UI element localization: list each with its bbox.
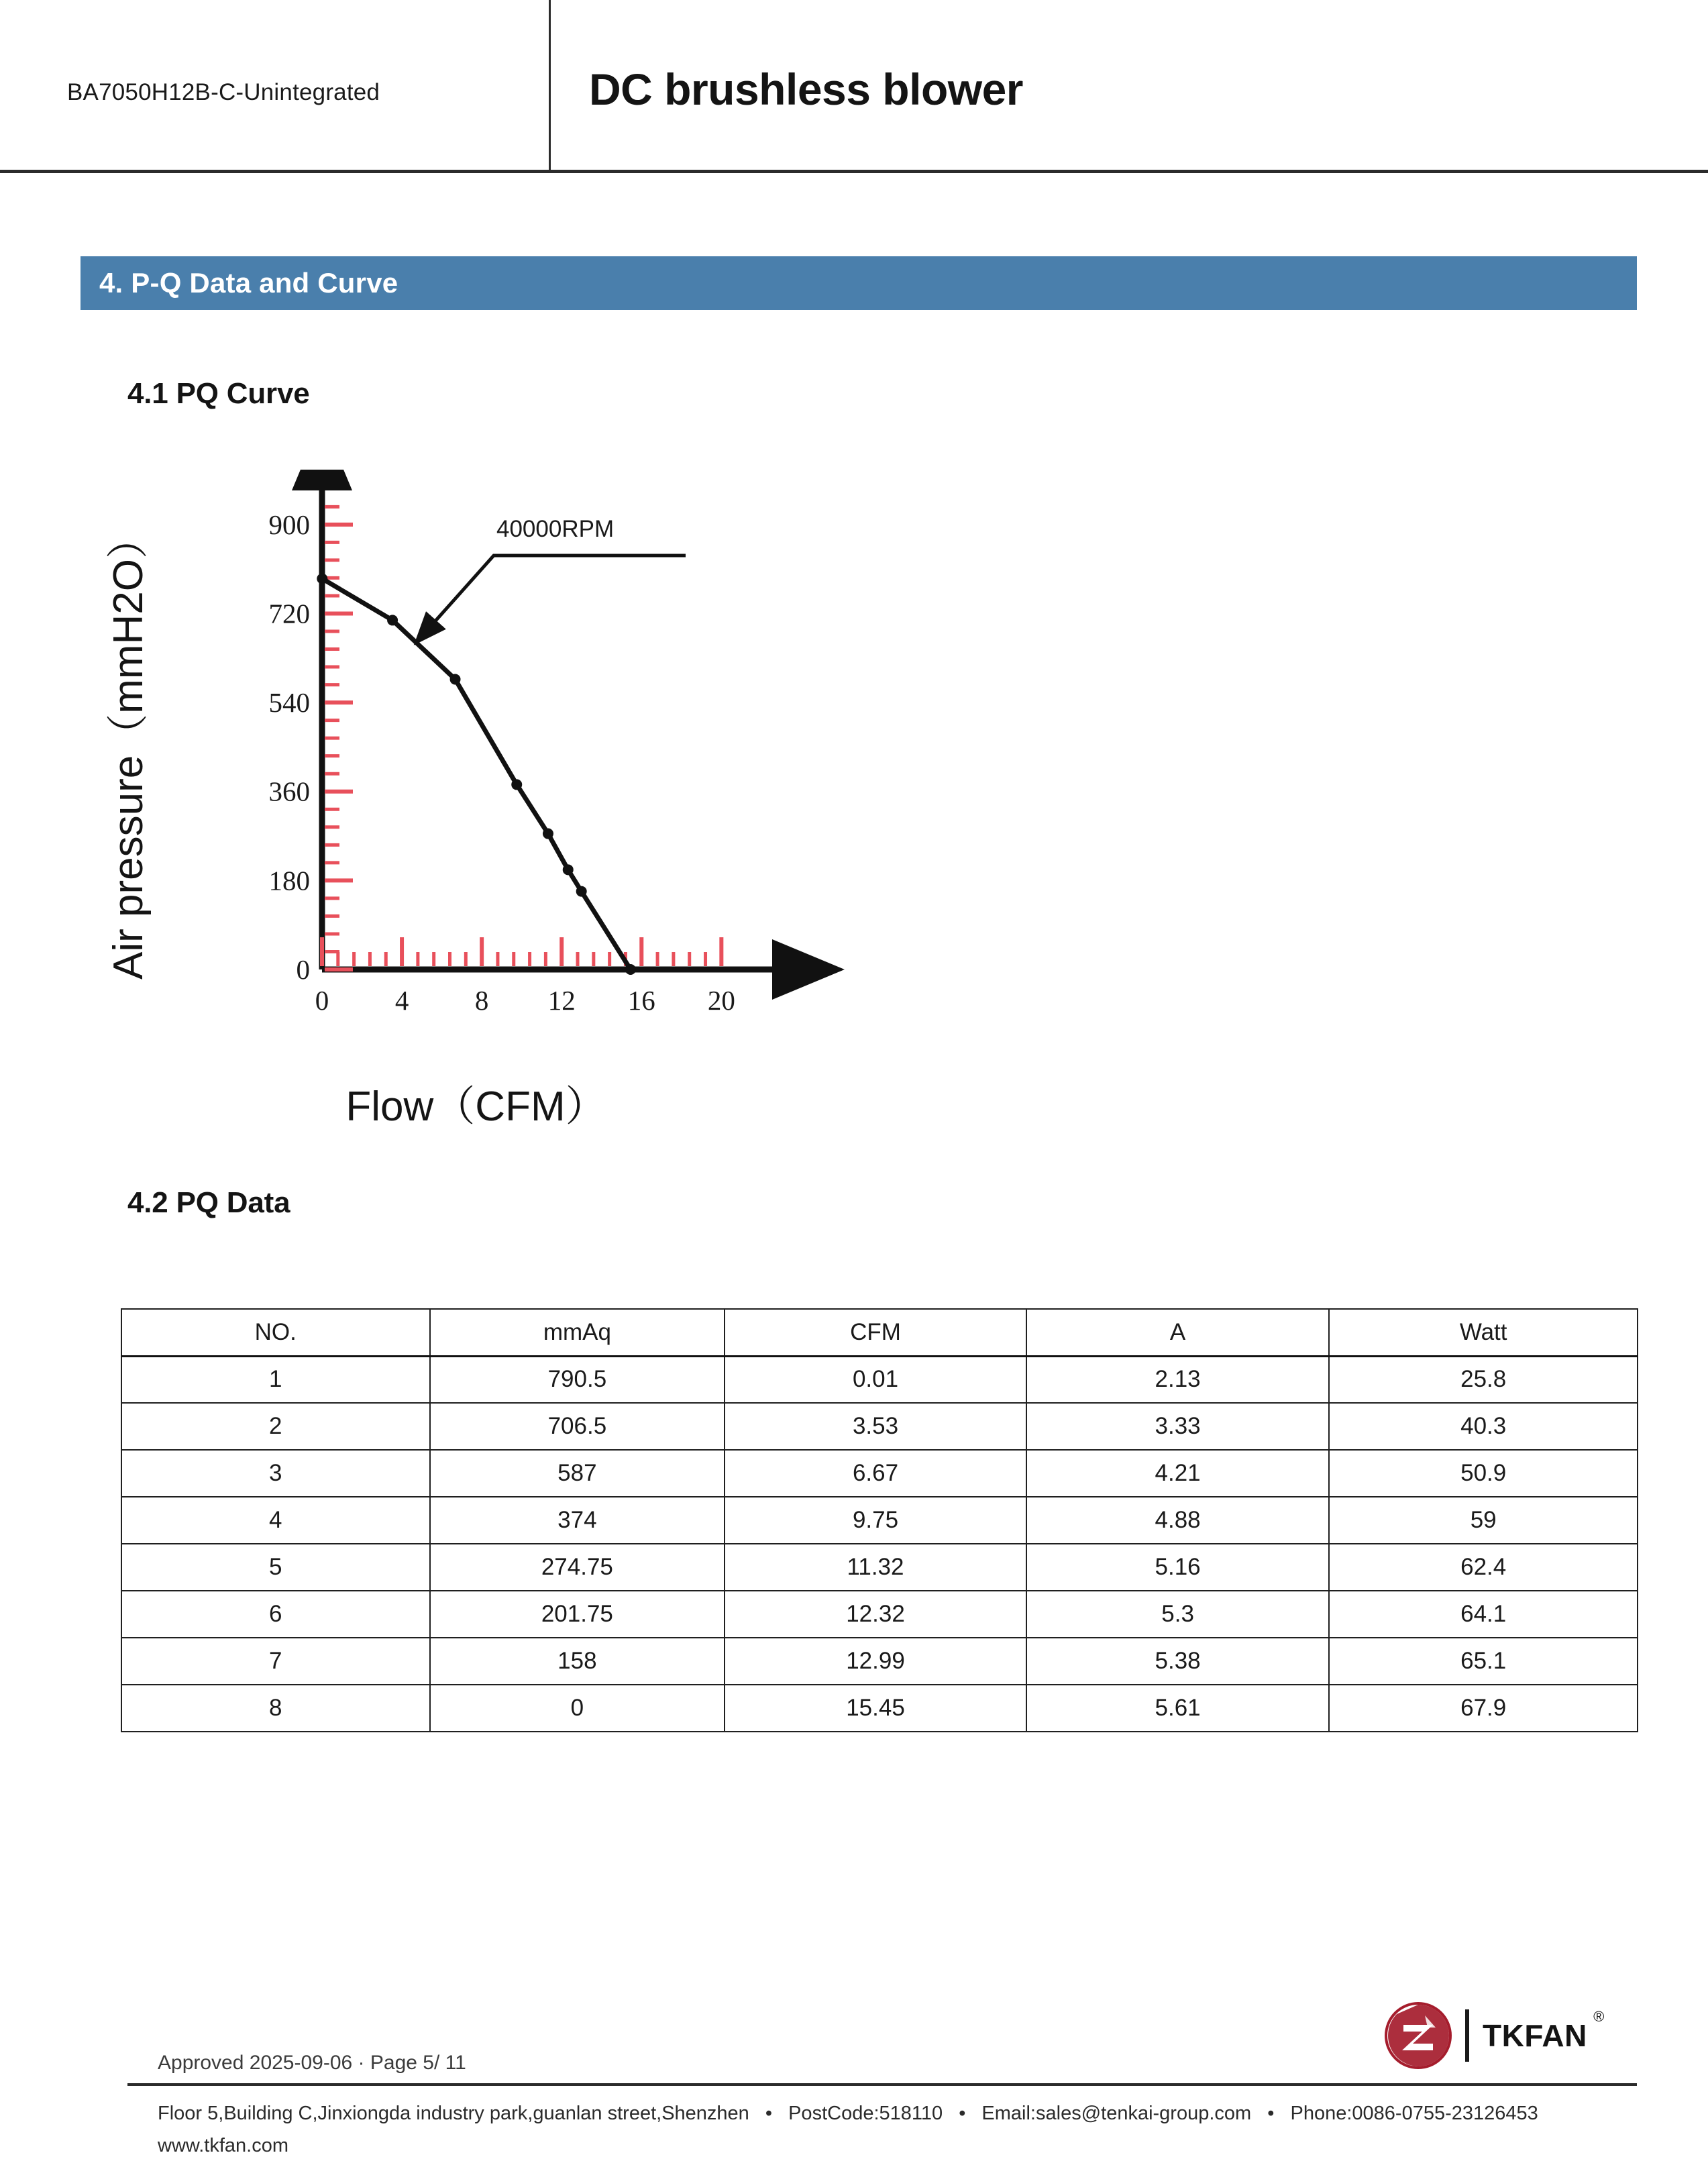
x-tick-label: 12 [547, 985, 576, 1016]
table-cell: 201.75 [430, 1591, 725, 1638]
section-banner-title: 4. P-Q Data and Curve [99, 267, 398, 299]
table-cell: 12.99 [725, 1638, 1026, 1685]
approval-status-line: Approved 2025-09-06 · Page 5/ 11 [158, 2052, 466, 2074]
table-column-header: A [1026, 1309, 1330, 1356]
x-axis-tick-labels [315, 985, 735, 1016]
table-cell: 706.5 [430, 1403, 725, 1450]
subsection-heading-pq-curve: 4.1 PQ Curve [127, 377, 310, 410]
table-cell: 3.53 [725, 1403, 1026, 1450]
table-row [121, 1403, 1638, 1450]
table-cell: 6.67 [725, 1450, 1026, 1497]
table-cell: 3 [121, 1450, 430, 1497]
table-cell: 4.21 [1026, 1450, 1330, 1497]
y-tick-label: 900 [268, 509, 310, 540]
table-cell: 15.45 [725, 1685, 1026, 1732]
x-tick-label: 8 [474, 985, 489, 1016]
table-row [121, 1450, 1638, 1497]
pq-data-point [511, 779, 522, 790]
tkfan-logo [1383, 1999, 1605, 2072]
rpm-annotation-leader-line [416, 556, 686, 643]
y-tick-label: 0 [296, 954, 310, 985]
company-address: Floor 5,Building C,Jinxiongda industry park,guanlan street,Shenzhen [158, 2103, 749, 2124]
table-cell: 0 [430, 1685, 725, 1732]
x-axis-title: Flow（CFM） [345, 1084, 607, 1130]
rpm-annotation-label: 40000RPM [496, 516, 615, 542]
x-tick-label: 4 [394, 985, 409, 1016]
y-tick-label: 720 [268, 598, 310, 629]
pq-data-table [121, 1308, 1638, 1732]
brand-name [1483, 2008, 1605, 2054]
footer-divider [127, 2083, 1637, 2086]
y-axis-ticks [325, 507, 353, 969]
phone-number: Phone:0086-0755-23126453 [1290, 2103, 1538, 2124]
y-axis-title: Air pressure（mmH2O） [105, 517, 152, 980]
pq-data-point [563, 864, 574, 875]
table-row [121, 1638, 1638, 1685]
table-cell: 65.1 [1329, 1638, 1638, 1685]
table-cell: 11.32 [725, 1544, 1026, 1591]
page-header [0, 0, 1708, 173]
table-cell: 1 [121, 1356, 430, 1403]
pq-data-point [387, 615, 398, 625]
x-tick-label: 16 [627, 985, 655, 1016]
pq-data-point [543, 829, 553, 839]
table-row [121, 1544, 1638, 1591]
table-cell: 4 [121, 1497, 430, 1544]
registered-trademark-icon: ® [1593, 2008, 1605, 2025]
email-address: Email:sales@tenkai-group.com [981, 2103, 1252, 2124]
page-title: DC brushless blower [589, 64, 1023, 114]
table-cell: 2.13 [1026, 1356, 1330, 1403]
contact-separator-1: • [765, 2103, 773, 2124]
table-cell: 274.75 [430, 1544, 725, 1591]
table-column-header: mmAq [430, 1309, 725, 1356]
x-tick-label: 20 [707, 985, 735, 1016]
brand-name-text: TKFAN [1483, 2018, 1587, 2053]
table-column-header: NO. [121, 1309, 430, 1356]
y-tick-label: 180 [268, 865, 310, 896]
postcode: PostCode:518110 [788, 2103, 943, 2124]
y-tick-label: 540 [268, 687, 310, 719]
x-tick-label: 0 [315, 985, 329, 1016]
table-cell: 8 [121, 1685, 430, 1732]
table-cell: 5 [121, 1544, 430, 1591]
table-row [121, 1497, 1638, 1544]
table-column-header: Watt [1329, 1309, 1638, 1356]
table-cell: 40.3 [1329, 1403, 1638, 1450]
table-cell: 6 [121, 1591, 430, 1638]
contact-separator-3: • [1267, 2103, 1275, 2124]
table-header-row [121, 1309, 1638, 1356]
table-cell: 5.16 [1026, 1544, 1330, 1591]
y-tick-label: 360 [268, 776, 310, 807]
table-row [121, 1356, 1638, 1403]
table-cell: 5.61 [1026, 1685, 1330, 1732]
table-cell: 0.01 [725, 1356, 1026, 1403]
table-cell: 374 [430, 1497, 725, 1544]
pq-data-point [625, 964, 636, 975]
pq-data-point [450, 674, 461, 684]
pq-data-points [317, 574, 636, 975]
table-cell: 50.9 [1329, 1450, 1638, 1497]
table-cell: 59 [1329, 1497, 1638, 1544]
table-cell: 3.33 [1026, 1403, 1330, 1450]
tkfan-emblem-icon [1383, 2001, 1453, 2070]
table-cell: 25.8 [1329, 1356, 1638, 1403]
table-column-header: CFM [725, 1309, 1026, 1356]
table-cell: 158 [430, 1638, 725, 1685]
pq-data-curve [322, 579, 631, 969]
table-cell: 2 [121, 1403, 430, 1450]
contact-info-line [158, 2103, 1538, 2125]
table-cell: 587 [430, 1450, 725, 1497]
header-divider [549, 0, 551, 170]
y-axis-tick-labels [269, 509, 311, 985]
table-cell: 62.4 [1329, 1544, 1638, 1591]
pq-chart-svg [101, 470, 1040, 1141]
pq-data-point [576, 886, 587, 897]
table-cell: 12.32 [725, 1591, 1026, 1638]
table-cell: 7 [121, 1638, 430, 1685]
product-model-label: BA7050H12B-C-Unintegrated [67, 79, 380, 105]
table-cell: 67.9 [1329, 1685, 1638, 1732]
table-row [121, 1591, 1638, 1638]
x-axis-ticks [322, 937, 721, 966]
logo-divider-bar [1465, 2009, 1469, 2062]
table-cell: 9.75 [725, 1497, 1026, 1544]
table-cell: 790.5 [430, 1356, 725, 1403]
subsection-heading-pq-data: 4.2 PQ Data [127, 1186, 290, 1219]
table-cell: 4.88 [1026, 1497, 1330, 1544]
contact-separator-2: • [959, 2103, 966, 2124]
table-cell: 64.1 [1329, 1591, 1638, 1638]
table-row [121, 1685, 1638, 1732]
pq-data-point [317, 574, 327, 584]
section-banner [81, 256, 1637, 310]
rpm-annotation [416, 516, 686, 643]
table-cell: 5.3 [1026, 1591, 1330, 1638]
table-cell: 5.38 [1026, 1638, 1330, 1685]
website-url[interactable]: www.tkfan.com [158, 2135, 288, 2156]
pq-curve-chart [101, 470, 1040, 1141]
